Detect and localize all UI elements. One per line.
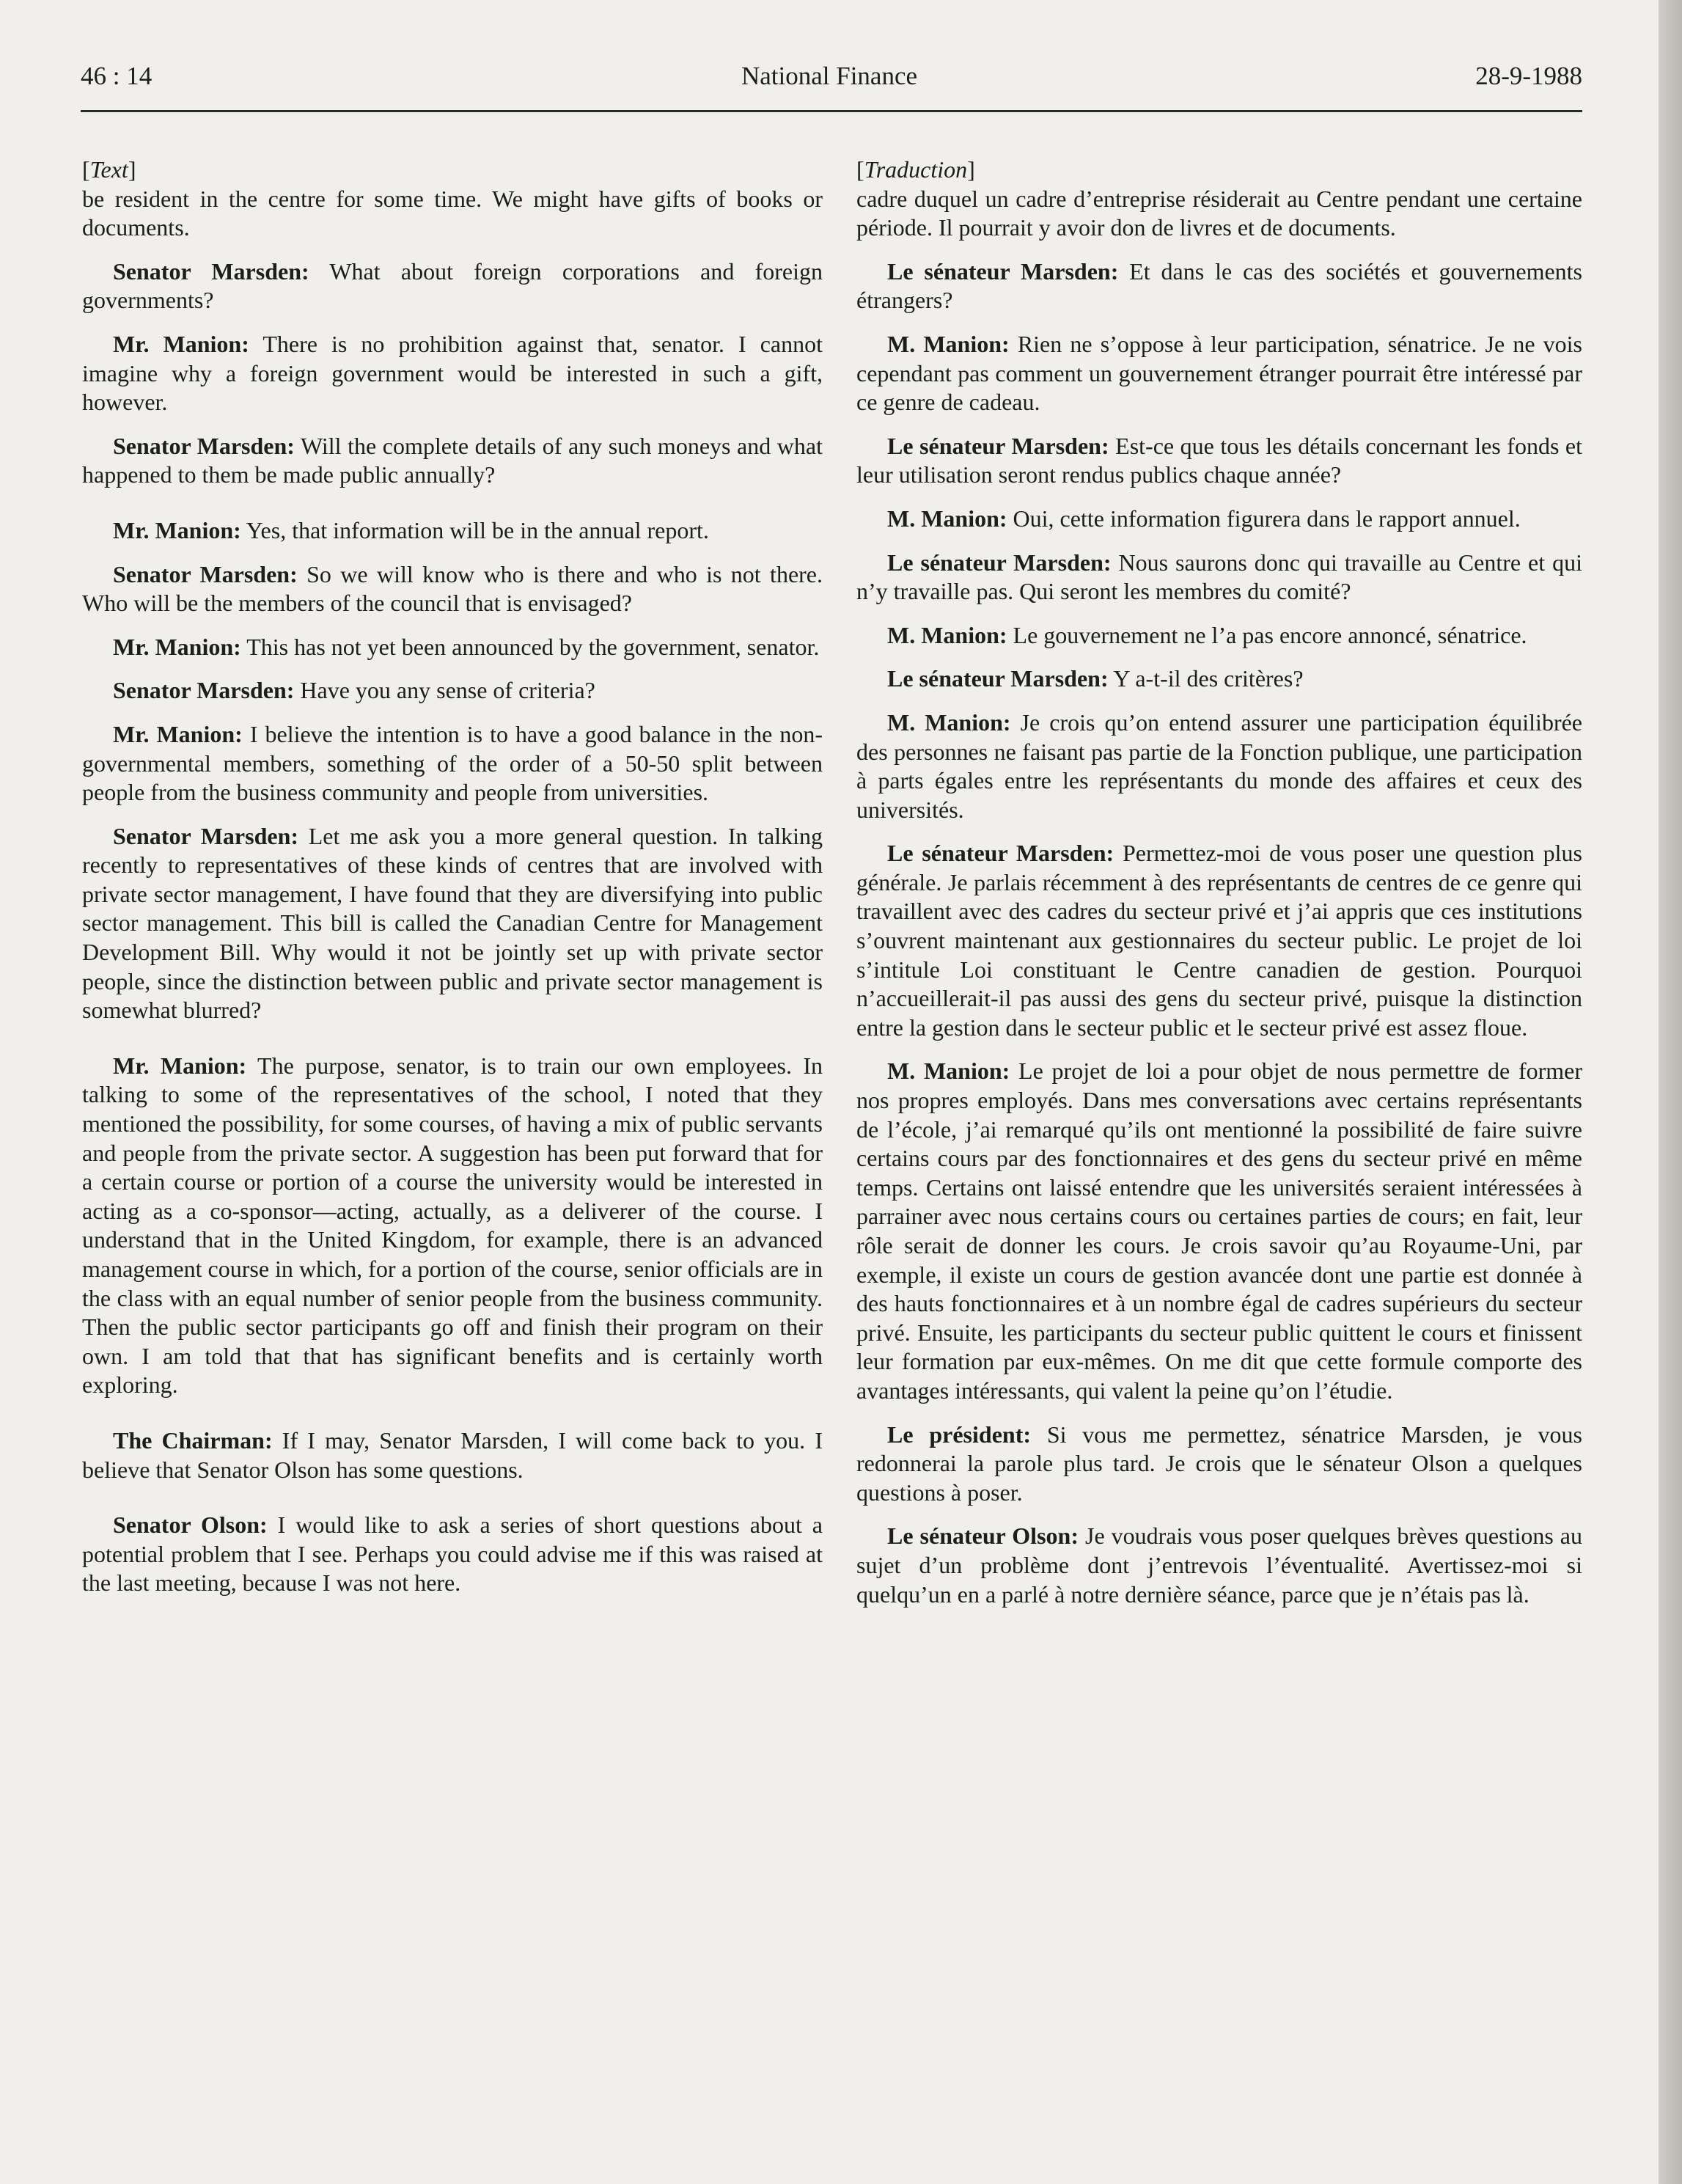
paragraph: Le sénateur Marsden: Est-ce que tous les détails concernant les fonds et leur utilisation seront rendus publics chaque année?	[856, 432, 1583, 488]
paragraph: Senator Marsden: Will the complete details of any such moneys and what happened to them be made public annually?	[82, 432, 823, 488]
english-column	[82, 155, 823, 1613]
paragraph: M. Manion: Rien ne s’oppose à leur participation, sénatrice. Je ne vois cependant pas comment un gouvernement étranger pourrait être intéressé par ce genre de cadeau.	[856, 330, 1583, 416]
paragraph: Mr. Manion: Yes, that information will be in the annual report.	[113, 516, 709, 543]
paragraph: Mr. Manion: This has not yet been announced by the government, senator.	[113, 633, 820, 660]
paragraph: Le sénateur Marsden: Y a-t-il des critères?	[887, 665, 1304, 692]
paragraph: cadre duquel un cadre d’entreprise résiderait au Centre pendant une certaine période. Il pourrait y avoir don de livres et de documents.	[856, 185, 1582, 241]
paragraph: Mr. Manion: I believe the intention is to have a good balance in the non-governmental members, something of the order of a 50-50 split between people from the business community and people from universities.	[82, 720, 823, 806]
paragraph: Senator Marsden: Have you any sense of criteria?	[113, 677, 595, 704]
paragraph: Senator Marsden: What about foreign corporations and foreign governments?	[82, 257, 823, 314]
paragraph: The Chairman: If I may, Senator Marsden, I will come back to you. I believe that Senator Olson has some questions.	[82, 1426, 823, 1483]
text-marker: [Text]	[82, 156, 136, 183]
paragraph: Senator Marsden: Let me ask you a more general question. In talking recently to representatives of these kinds of centres that are involved with private sector management, I have found that they are diversifying into public sector management. This bill is called the Canadian Centre for Management Development Bill. Why would it not be jointly set up with private sector people, since the distinction between public and private sector management is somewhat blurred?	[82, 822, 823, 1024]
page-binding-edge	[1659, 0, 1682, 2184]
running-title: National Finance	[741, 62, 918, 90]
paragraph: Le président: Si vous me permettez, sénatrice Marsden, je vous redonnerai la parole plus tard. Je crois que le sénateur Olson a quelques questions à poser.	[856, 1421, 1583, 1506]
page-number: 46 : 14	[81, 62, 153, 90]
paragraph: Mr. Manion: There is no prohibition against that, senator. I cannot imagine why a foreign government would be interested in such a gift, however.	[82, 330, 823, 416]
french-column	[856, 155, 1582, 1624]
paragraph: Senator Marsden: So we will know who is there and who is not there. Who will be the members of the council that is envisaged?	[82, 560, 823, 617]
paragraph: M. Manion: Oui, cette information figurera dans le rapport annuel.	[887, 505, 1521, 532]
paragraph: M. Manion: Le projet de loi a pour objet de nous permettre de former nos propres employés. Dans mes conversations avec certains représentants de l’école, j’ai remarqué qu’ils ont mentionné la possibilité de faire suivre certains cours par des fonctionnaires et des gens du secteur privé en même temps. Certains ont laissé entendre que les universités seraient intéressées à parrainer avec nous certains cours ou certaines parties de cours; en fait, leur rôle serait de donner les cours. Je crois savoir qu’au Royaume-Uni, par exemple, il existe un cours de gestion avancée dont une partie est donnée à des hauts fonctionnaires et à un nombre égal de cadres supérieurs du secteur privé. Ensuite, les participants du secteur public quittent le cours et finissent leur formation par eux-mêmes. On me dit que cette formule comporte des avantages intéressants, qui valent la peine qu’on l’étudie.	[856, 1058, 1583, 1404]
paragraph: Le sénateur Marsden: Permettez-moi de vous poser une question plus générale. Je parlais récemment à des représentants de centres de ce genre qui travaillent avec des cadres du secteur privé et j’ai appris que ces institutions s’ouvrent maintenant aux gestionnaires du secteur public. Le projet de loi s’intitule Loi constituant le Centre canadien de gestion. Pourquoi n’accueillerait-il pas aussi des gens du secteur privé, puisque la distinction entre la gestion dans le secteur public et le secteur privé est assez floue.	[856, 840, 1583, 1041]
paragraph: Mr. Manion: The purpose, senator, is to train our own employees. In talking to some of the representatives of the school, I noted that they mentioned the possibility, for some courses, of having a mix of public servants and people from the private sector. A suggestion has been put forward that for a certain course or portion of a course the university would be interested in acting as a co-sponsor—acting, actually, as a deliverer of the course. I understand that in the United Kingdom, for example, there is an advanced management course in which, for a portion of the course, senior officials are in the class with an equal number of senior people from the business community. Then the public sector participants go off and finish their program on their own. I am told that that has significant benefits and is certainly worth exploring.	[82, 1052, 823, 1399]
header-rule	[81, 110, 1582, 112]
traduction-marker: [Traduction]	[856, 156, 975, 183]
page-date: 28-9-1988	[1475, 62, 1582, 90]
paragraph: M. Manion: Le gouvernement ne l’a pas encore annoncé, sénatrice.	[887, 621, 1527, 648]
paragraph: Le sénateur Marsden: Et dans le cas des sociétés et gouvernements étrangers?	[856, 257, 1583, 314]
paragraph: Le sénateur Marsden: Nous saurons donc qui travaille au Centre et qui n’y travaille pas. Qui seront les membres du comité?	[856, 549, 1583, 605]
paragraph: Le sénateur Olson: Je voudrais vous poser quelques brèves questions au sujet d’un problème dont j’entrevois l’éventualité. Avertissez-moi si quelqu’un en a parlé à notre dernière séance, parce que je n’étais pas là.	[856, 1522, 1583, 1608]
paragraph: be resident in the centre for some time. We might have gifts of books or documents.	[82, 185, 823, 241]
paragraph: M. Manion: Je crois qu’on entend assurer une participation équilibrée des personnes ne faisant pas partie de la Fonction publique, une participation à parts égales entre les représentants du monde des affaires et ceux des universités.	[856, 708, 1583, 823]
paragraph: Senator Olson: I would like to ask a series of short questions about a potential problem that I see. Perhaps you could advise me if this was raised at the last meeting, because I was not here.	[82, 1511, 823, 1597]
